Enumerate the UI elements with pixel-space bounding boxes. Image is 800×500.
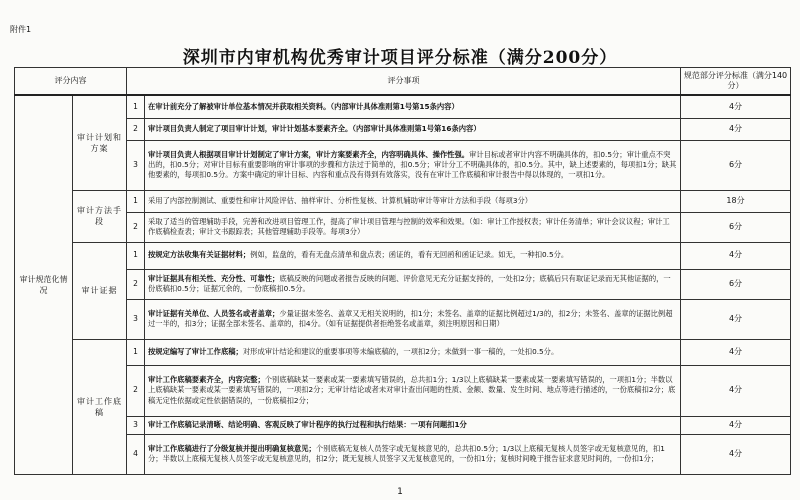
table-row (15, 118, 791, 140)
table-row (15, 242, 791, 269)
row-score: 4分 (681, 95, 791, 118)
row-bold-text: 审计工作底稿记录清晰、结论明确、客观反映了审计程序的执行过程和执行结果：一项有问题扣1分 (148, 419, 467, 429)
row-score: 4分 (681, 365, 791, 416)
row-detail-text: 少量证据未签名、盖章又无相关说明的，扣1分；未签名、盖章的证据比例超过1/3的，扣2分；未签名、盖章的证据比例超过一半的，扣3分；证据全部未签名、盖章的，扣4分。（如有证据提供者拒绝签名或盖章，须注明原因和日期） (148, 308, 673, 328)
row-bold-text: 在审计前充分了解被审计单位基本情况并获取相关资料。（内部审计具体准则第1号第15条内容） (148, 101, 459, 111)
row-text (145, 269, 681, 299)
row-detail-text: 例如，监盘的，看有无盘点清单和盘点表；函证的，看有无回函和函证记录。如无，一种扣0.5分。 (250, 250, 569, 260)
row-bold-text: 按规定方法收集有关证据材料； (148, 250, 251, 260)
row-number: 2 (127, 118, 145, 140)
row-text (145, 242, 681, 269)
row-detail-text: 审计目标或者审计内容不明确具体的，扣0.5分；审计重点不突出的，扣0.5分；对审计目标有重要影响的审计事项的步骤和方法过于简单的，扣0.5分；审计分工不明确具体的，扣0.5分。其中，缺上述要素的，每项扣1分；缺其他要素的，每项扣0.5分。方案中确定的审计目标、内容和重点没有得到有效落实，没有在审计工作底稿和审计报告中得以体现的，一项扣1分。 (148, 149, 677, 180)
row-text (145, 190, 681, 212)
table-row (15, 190, 791, 212)
row-detail-text: 采取了适当的管理辅助手段，完善和改进项目管理工作，提高了审计项目管理与控制的效率和效果。（如：审计工作授权表；审计任务清单；审计会议议程；审计工作底稿检查表；审计文书跟踪表；其他管理辅助手段等。每项3分） (148, 216, 670, 236)
row-score: 4分 (681, 416, 791, 434)
row-text (145, 212, 681, 242)
row-detail-text: 采用了内部控制测试、重要性和审计风险评估、抽样审计、分析性复核、计算机辅助审计等审计方法和手段（每项3分） (148, 195, 533, 205)
row-text (145, 95, 681, 118)
table-header-row (15, 68, 791, 96)
row-score: 4分 (681, 339, 791, 365)
table-row (15, 434, 791, 474)
attachment-label: 附件1 (10, 25, 32, 34)
scoring-table (14, 67, 791, 475)
row-score: 18分 (681, 190, 791, 212)
table-row (15, 95, 791, 118)
row-number: 2 (127, 212, 145, 242)
row-score: 4分 (681, 434, 791, 474)
document-title: 深圳市内审机构优秀审计项目评分标准（满分200分） (182, 48, 618, 68)
group-name: 审计计划和方案 (73, 95, 127, 190)
table-row (15, 299, 791, 339)
table-row (15, 140, 791, 190)
header-items: 评分事项 (127, 68, 681, 96)
row-text (145, 118, 681, 140)
page-number: 1 (397, 487, 403, 497)
row-bold-text: 审计项目负责人根据项目审计计划制定了审计方案，审计方案要素齐全，内容明确具体、操作性强。 (148, 149, 470, 159)
table-row (15, 212, 791, 242)
row-number: 3 (127, 140, 145, 190)
row-bold-text: 按规定编写了审计工作底稿； (148, 346, 243, 356)
row-score: 4分 (681, 299, 791, 339)
row-number: 2 (127, 365, 145, 416)
row-detail-text: 个别底稿缺某一要素或某一要素填写错误的，总共扣1分；1/3以上底稿缺某一要素或某一要素填写错误的，一项扣1分；半数以上底稿缺某一要素或某一要素填写错误的，一项扣2分；无审计结论或者未对审计查出问题的性质、金额、数量、发生时间、地点等进行描述的，一份底稿扣2分；底稿无定性依据或定性依据错误的，一份底稿扣2分； (148, 375, 676, 405)
row-detail-text: 个别底稿无复核人员签字或无复核意见的，总共扣0.5分；1/3以上底稿无复核人员签字或无复核意见的，扣1分；半数以上底稿无复核人员签字或无复核意见的，扣2分；既无复核人员签字又无复核意见的，一份扣1分；复核时间晚于报告征求意见时间的，一份扣1分； (148, 443, 665, 463)
row-bold-text: 审计项目负责人制定了项目审计计划，审计计划基本要素齐全。（内部审计具体准则第1号第16条内容） (148, 123, 481, 133)
row-detail-text: 对形成审计结论和建议的重要事项等未编底稿的，一项扣2分；未做到一事一稿的，一处扣0.5分。 (242, 346, 559, 356)
row-score: 4分 (681, 242, 791, 269)
row-number: 3 (127, 299, 145, 339)
row-number: 2 (127, 269, 145, 299)
row-bold-text: 审计证据具有相关性、充分性、可靠性； (148, 273, 280, 283)
row-text (145, 416, 681, 434)
row-score: 6分 (681, 140, 791, 190)
category-cell: 审计规范化情况 (15, 95, 73, 474)
row-bold-text: 审计证据有关单位、人员签名或者盖章； (148, 308, 280, 318)
row-number: 1 (127, 339, 145, 365)
group-name: 审计证据 (73, 242, 127, 339)
row-text (145, 339, 681, 365)
table-row (15, 416, 791, 434)
row-bold-text: 审计工作底稿要素齐全，内容完整； (148, 375, 265, 385)
row-number: 3 (127, 416, 145, 434)
header-content: 评分内容 (15, 68, 127, 96)
table-row (15, 269, 791, 299)
row-number: 1 (127, 242, 145, 269)
table-row (15, 365, 791, 416)
header-score: 规范部分评分标准（满分140分） (681, 68, 791, 96)
row-score: 4分 (681, 118, 791, 140)
row-number: 1 (127, 95, 145, 118)
row-text (145, 434, 681, 474)
row-detail-text: 底稿反映的问题或者报告反映的问题、评价意见无充分证据支持的，一处扣2分；底稿后只有取证记录而无其他证据的，一份底稿扣0.5分；证据冗余的，一份底稿扣0.5分。 (148, 273, 671, 293)
row-number: 1 (127, 190, 145, 212)
group-name: 审计工作底稿 (73, 339, 127, 474)
row-score: 6分 (681, 269, 791, 299)
group-name: 审计方法手段 (73, 190, 127, 242)
row-bold-text: 审计工作底稿进行了分级复核并提出明确复核意见； (148, 443, 316, 453)
table-row (15, 339, 791, 365)
row-text (145, 140, 681, 190)
row-text (145, 365, 681, 416)
row-number: 4 (127, 434, 145, 474)
row-score: 6分 (681, 212, 791, 242)
row-text (145, 299, 681, 339)
